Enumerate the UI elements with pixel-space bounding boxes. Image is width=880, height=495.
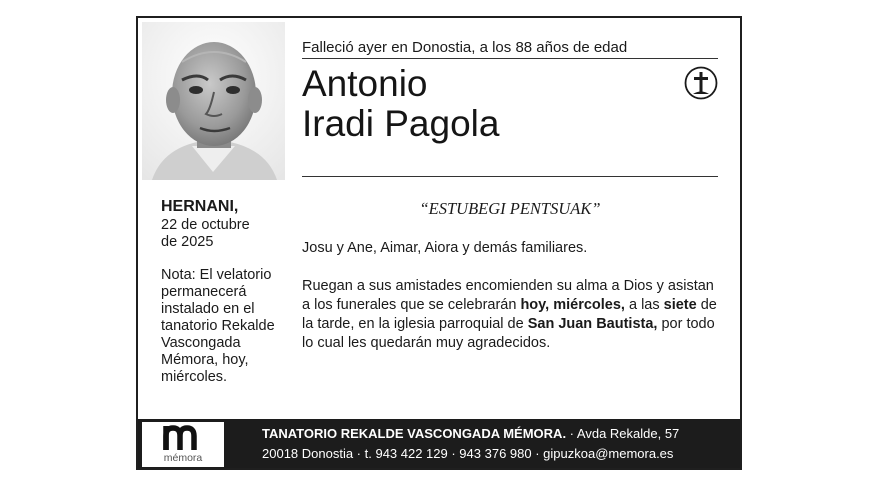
family-line: Josu y Ane, Aimar, Aiora y demás familiares. bbox=[302, 240, 588, 256]
first-name: Antonio bbox=[302, 63, 428, 104]
cross-icon bbox=[684, 66, 718, 100]
funeral-home-name: TANATORIO REKALDE VASCONGADA MÉMORA. bbox=[262, 426, 567, 441]
left-column bbox=[161, 198, 281, 386]
funeral-time: siete bbox=[663, 297, 697, 313]
death-headline: Falleció ayer en Donostia, a los 88 años de edad bbox=[302, 39, 718, 59]
obituary-card bbox=[136, 16, 742, 470]
funeral-text-part: Ruegan a sus amistades encomienden su alma a Dios y asistan a los funerales que se celebrarán bbox=[302, 278, 714, 313]
funeral-church: San Juan Bautista, bbox=[527, 316, 658, 332]
funeral-day: hoy, miércoles, bbox=[520, 297, 625, 313]
epigraph: “ESTUBEGI PENTSUAK” bbox=[419, 199, 601, 218]
footer-line-1 bbox=[262, 426, 679, 441]
funeral-text-part: a las bbox=[624, 297, 664, 313]
funeral-text-part: de la tarde, en la iglesia parroquial de bbox=[302, 297, 717, 332]
funeral-home-footer bbox=[138, 419, 740, 470]
wake-note: Nota: El velatorio permanecerá instalado en el tanatorio Rekalde Vascongada Mémora, hoy, miércoles. bbox=[161, 267, 275, 385]
divider bbox=[302, 176, 718, 177]
funeral-text bbox=[302, 277, 722, 353]
deceased-photo bbox=[142, 22, 285, 180]
footer-line-2: 20018 Donostia · t. 943 422 129 · 943 376 980 · gipuzkoa@memora.es bbox=[262, 446, 674, 461]
surnames: Iradi Pagola bbox=[302, 103, 500, 144]
funeral-home-address: · Avda Rekalde, 57 bbox=[566, 426, 680, 441]
deceased-name bbox=[302, 64, 499, 144]
memora-logo-text: mémora bbox=[163, 452, 203, 464]
date-line-2: de 2025 bbox=[161, 234, 214, 250]
date-line-1: 22 de octubre bbox=[161, 217, 250, 233]
funeral-text-part: por todo lo cual les quedarán muy agradecidos. bbox=[302, 316, 715, 351]
memora-logo bbox=[142, 422, 224, 467]
city-label: HERNANI, bbox=[161, 198, 239, 215]
memora-logo-icon bbox=[142, 422, 224, 454]
